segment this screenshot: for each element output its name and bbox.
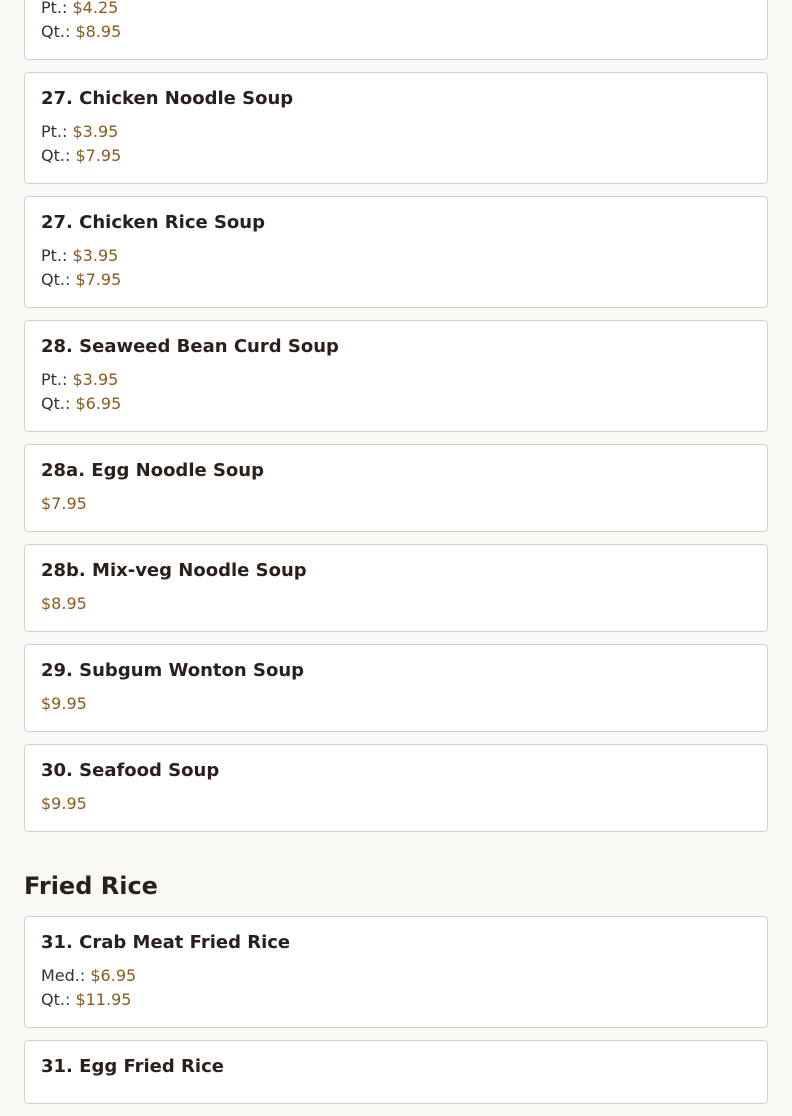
menu-item-card[interactable] [24,444,768,532]
price-value: $3.95 [72,122,119,141]
menu-item-card[interactable] [24,0,768,60]
menu-item-name: 27. Chicken Noodle Soup [41,88,294,109]
price-row [41,144,751,168]
price-row [41,592,751,616]
menu-item-name: 28b. Mix-veg Noodle Soup [41,560,307,581]
price-row [41,120,751,144]
menu-item-name: 31. Crab Meat Fried Rice [41,932,291,953]
menu-item-card[interactable] [24,320,768,432]
price-size-label: Pt.: [41,0,68,17]
price-row [41,20,751,44]
price-value: $9.95 [41,794,87,813]
menu-item-card[interactable] [24,744,768,832]
price-size-label: Pt.: [41,122,68,141]
price-row [41,368,751,392]
price-row [41,392,751,416]
price-size-label: Qt.: [41,146,71,165]
menu-item-card[interactable] [24,72,768,184]
menu-item-name: 28. Seaweed Bean Curd Soup [41,336,339,357]
price-size-label: Qt.: [41,22,71,41]
price-value: $6.95 [90,966,137,985]
menu-item-card[interactable] [24,916,768,1028]
price-value: $4.25 [72,0,119,17]
price-value: $8.95 [41,594,87,613]
price-value: $9.95 [41,694,87,713]
price-row [41,692,751,716]
price-size-label: Pt.: [41,246,68,265]
price-value: $6.95 [75,394,122,413]
menu-item-card[interactable] [24,1040,768,1104]
menu-item-name: 28a. Egg Noodle Soup [41,460,264,481]
price-row [41,244,751,268]
price-row [41,492,751,516]
menu-item-card[interactable] [24,544,768,632]
price-value: $3.95 [72,246,119,265]
menu-item-name: 31. Egg Fried Rice [41,1056,224,1077]
menu-item-name: 30. Seafood Soup [41,760,220,781]
price-size-label: Qt.: [41,270,71,289]
price-row [41,268,751,292]
price-row [41,988,751,1012]
price-size-label: Med.: [41,966,86,985]
menu-item-card[interactable] [24,644,768,732]
price-value: $8.95 [75,22,122,41]
price-value: $7.95 [41,494,87,513]
price-row [41,964,751,988]
price-size-label: Qt.: [41,990,71,1009]
menu-item-name: 27. Chicken Rice Soup [41,212,265,233]
menu-item-name: 29. Subgum Wonton Soup [41,660,305,681]
price-value: $7.95 [75,270,122,289]
price-row [41,0,751,20]
price-size-label: Qt.: [41,394,71,413]
price-value: $7.95 [75,146,122,165]
section-title: Fried Rice [24,872,158,900]
price-row [41,792,751,816]
price-value: $11.95 [75,990,132,1009]
price-value: $3.95 [72,370,119,389]
price-size-label: Pt.: [41,370,68,389]
menu-item-card[interactable] [24,196,768,308]
